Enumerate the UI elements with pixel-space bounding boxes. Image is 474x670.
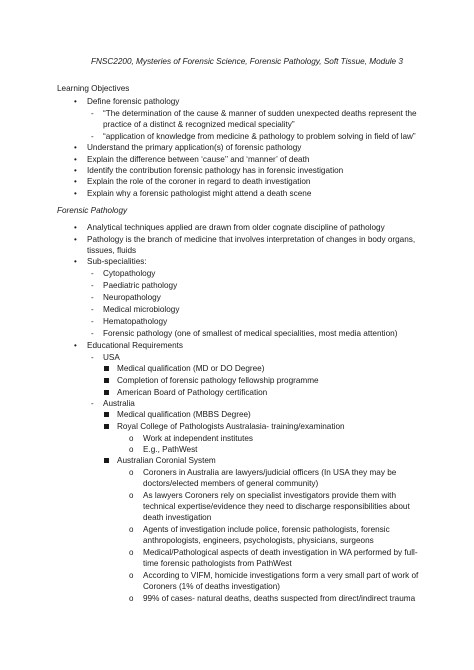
bullet-marker: • (74, 235, 77, 244)
bullet-marker: • (74, 155, 77, 164)
point-pathology-line-2: tissues, fluids (87, 246, 137, 255)
objective-4: Identify the contribution forensic pathology has in forensic investigation (87, 166, 344, 175)
bullet-marker: • (74, 341, 77, 350)
circle-marker: o (129, 594, 134, 603)
circle-marker: o (129, 525, 134, 534)
coronial-point-3-line-2: anthropologists, engineers, psychologists, physicians, surgeons (143, 536, 374, 545)
circle-marker: o (129, 468, 134, 477)
coronial-point-2-line-1: As lawyers Coroners rely on specialist investigators provide them with (143, 491, 397, 500)
sub-speciality-item: Paediatric pathology (103, 281, 178, 290)
coronial-point-6: 99% of cases- natural deaths, deaths suspected from direct/indirect trauma (143, 594, 416, 603)
coronial-point-5-line-2: Coroners (1% of deaths investigation) (143, 582, 280, 591)
circle-marker: o (129, 491, 134, 500)
sub-speciality-item: Cytopathology (103, 269, 156, 278)
australia-requirement: Royal College of Pathologists Australasia- training/examination (117, 422, 345, 431)
circle-marker: o (129, 434, 134, 443)
objective-5: Explain the role of the coroner in regard to death investigation (87, 177, 311, 186)
page-header: FNSC2200, Mysteries of Forensic Science, Forensic Pathology, Soft Tissue, Module 3 (91, 57, 403, 66)
rcpa-detail: E.g., PathWest (143, 445, 198, 454)
forensic-pathology-heading: Forensic Pathology (57, 206, 128, 215)
coronial-point-4-line-2: time forensic pathologists from PathWest (143, 559, 292, 568)
objective-6: Explain why a forensic pathologist might attend a death scene (87, 189, 312, 198)
objective-2: Understand the primary application(s) of forensic pathology (87, 143, 302, 152)
bullet-marker: • (74, 223, 77, 232)
definition-1-line-1: “The determination of the cause & manner of sudden unexpected deaths represent the (103, 109, 417, 118)
usa-requirement: American Board of Pathology certification (117, 388, 268, 397)
point-pathology-line-1: Pathology is the branch of medicine that involves interpretation of changes in body organs, (87, 235, 416, 244)
region-australia: Australia (103, 399, 135, 408)
square-bullet-icon (104, 390, 109, 395)
usa-requirement: Medical qualification (MD or DO Degree) (117, 364, 265, 373)
educational-requirements-label: Educational Requirements (87, 341, 184, 350)
region-usa: USA (103, 353, 120, 362)
bullet-marker: • (74, 177, 77, 186)
dash-marker: - (91, 317, 94, 326)
dash-marker: - (91, 281, 94, 290)
dash-marker: - (91, 293, 94, 302)
usa-requirement: Completion of forensic pathology fellowship programme (117, 376, 319, 385)
coronial-point-3-line-1: Agents of investigation include police, forensic pathologists, forensic (143, 525, 390, 534)
circle-marker: o (129, 548, 134, 557)
rcpa-detail: Work at independent institutes (143, 434, 253, 443)
dash-marker: - (91, 353, 94, 362)
dash-marker: - (91, 109, 94, 118)
circle-marker: o (129, 571, 134, 580)
sub-specialities-label: Sub-specialities: (87, 257, 147, 266)
coronial-point-2-line-2: technical expertise/evidence they need to discharge responsibilities about (143, 502, 410, 511)
bullet-marker: • (74, 189, 77, 198)
definition-2: “application of knowledge from medicine & pathology to problem solving in field of law” (103, 132, 416, 141)
dash-marker: - (91, 399, 94, 408)
square-bullet-icon (104, 412, 109, 417)
coronial-point-2-line-3: death investigation (143, 513, 212, 522)
bullet-marker: • (74, 166, 77, 175)
dash-marker: - (91, 329, 94, 338)
point-analytical-techniques: Analytical techniques applied are drawn from older cognate discipline of pathology (87, 223, 385, 232)
bullet-marker: • (74, 143, 77, 152)
square-bullet-icon (104, 424, 109, 429)
objective-3: Explain the difference between ‘cause’’ and ‘manner’ of death (87, 155, 310, 164)
sub-speciality-item: Forensic pathology (one of smallest of medical specialities, most media attention) (103, 329, 398, 338)
australian-coronial-system: Australian Coronial System (117, 456, 216, 465)
square-bullet-icon (104, 458, 109, 463)
dash-marker: - (91, 305, 94, 314)
objective-define: Define forensic pathology (87, 97, 180, 106)
coronial-point-1-line-2: doctors/elected members of general community) (143, 479, 319, 488)
coronial-point-4-line-1: Medical/Pathological aspects of death investigation in WA performed by full- (143, 548, 418, 557)
circle-marker: o (129, 445, 134, 454)
square-bullet-icon (104, 378, 109, 383)
sub-speciality-item: Medical microbiology (103, 305, 180, 314)
dash-marker: - (91, 269, 94, 278)
dash-marker: - (91, 132, 94, 141)
definition-1-line-2: practice of a distinct & recognized medical speciality” (103, 120, 295, 129)
coronial-point-5-line-1: According to VIFM, homicide investigations form a very small part of work of (143, 571, 419, 580)
learning-objectives-heading: Learning Objectives (57, 84, 130, 93)
bullet-marker: • (74, 97, 77, 106)
australia-requirement: Medical qualification (MBBS Degree) (117, 410, 251, 419)
square-bullet-icon (104, 366, 109, 371)
sub-speciality-item: Neuropathology (103, 293, 161, 302)
coronial-point-1-line-1: Coroners in Australia are lawyers/judicial officers (In USA they may be (143, 468, 397, 477)
bullet-marker: • (74, 257, 77, 266)
sub-speciality-item: Hematopathology (103, 317, 168, 326)
